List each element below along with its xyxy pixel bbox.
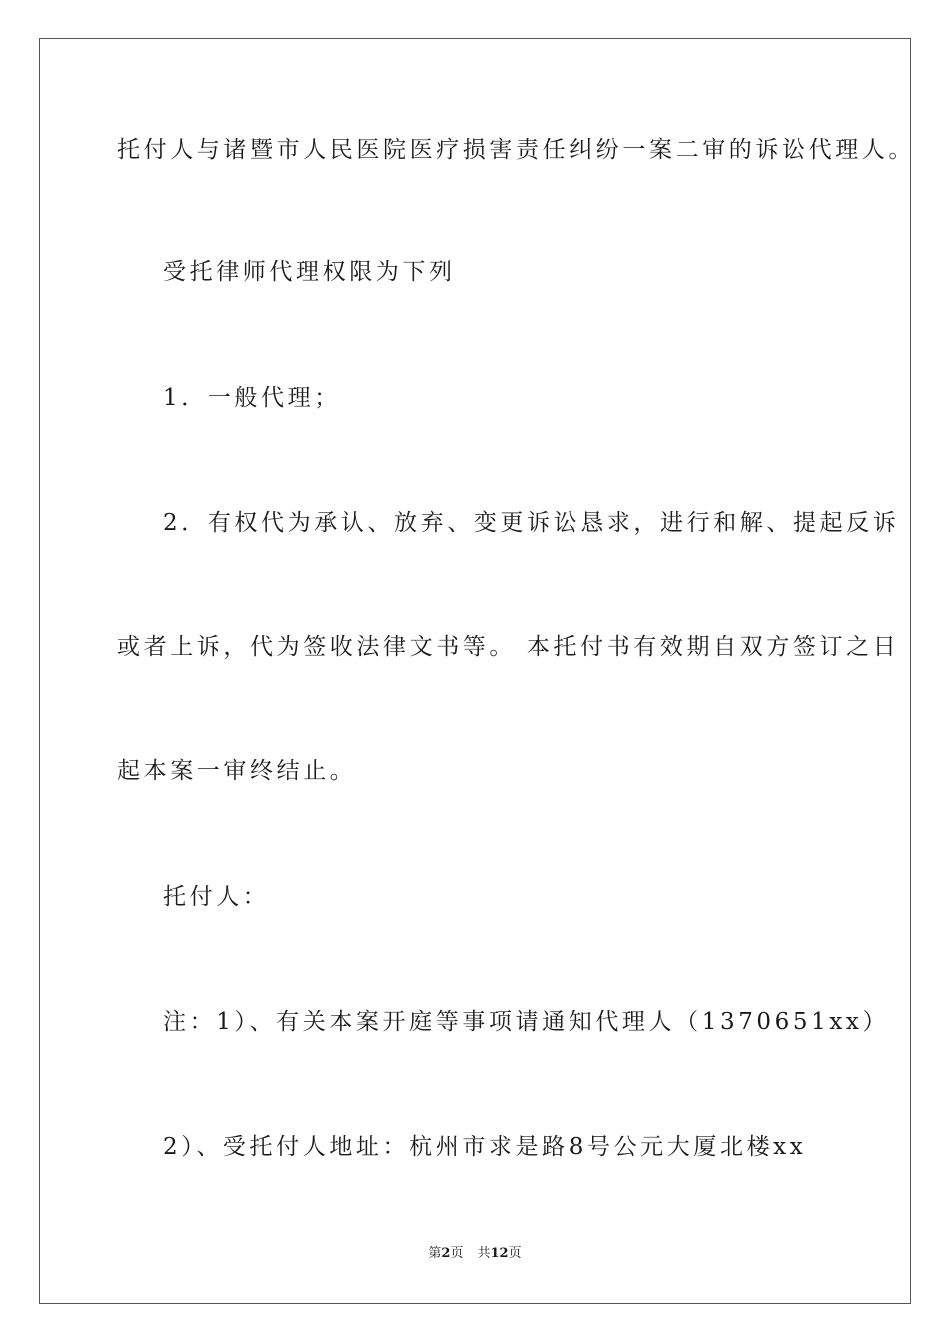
- text-line-9: 2）、受托付人地址：杭州市求是路8号公元大厦北楼xx: [163, 1134, 807, 1160]
- text-line-4: 2．有权代为承认、放弃、变更诉讼恳求，进行和解、提起反诉: [163, 510, 900, 536]
- total-suffix: 页: [508, 1246, 522, 1261]
- text-line-8: 注：1）、有关本案开庭等事项请通知代理人（1370651xx）: [163, 1009, 890, 1035]
- total-pages: 12: [490, 1246, 509, 1261]
- text-line-6: 起本案一审终结止。: [117, 758, 357, 784]
- text-line-3: 1．一般代理；: [163, 385, 341, 411]
- page-frame: [39, 38, 911, 1304]
- text-line-1: 托付人与诸暨市人民医院医疗损害责任纠纷一案二审的诉讼代理人。: [117, 137, 915, 163]
- page-footer: [0, 1245, 950, 1263]
- page-number: 2: [441, 1246, 451, 1261]
- total-prefix: 共: [477, 1246, 491, 1261]
- page-prefix: 第: [428, 1246, 442, 1261]
- text-line-2: 受托律师代理权限为下列: [163, 259, 456, 285]
- text-line-5: 或者上诉，代为签收法律文书等。 本托付书有效期自双方签订之日: [117, 634, 900, 660]
- page-suffix: 页: [450, 1246, 464, 1261]
- text-line-7: 托付人：: [163, 884, 270, 910]
